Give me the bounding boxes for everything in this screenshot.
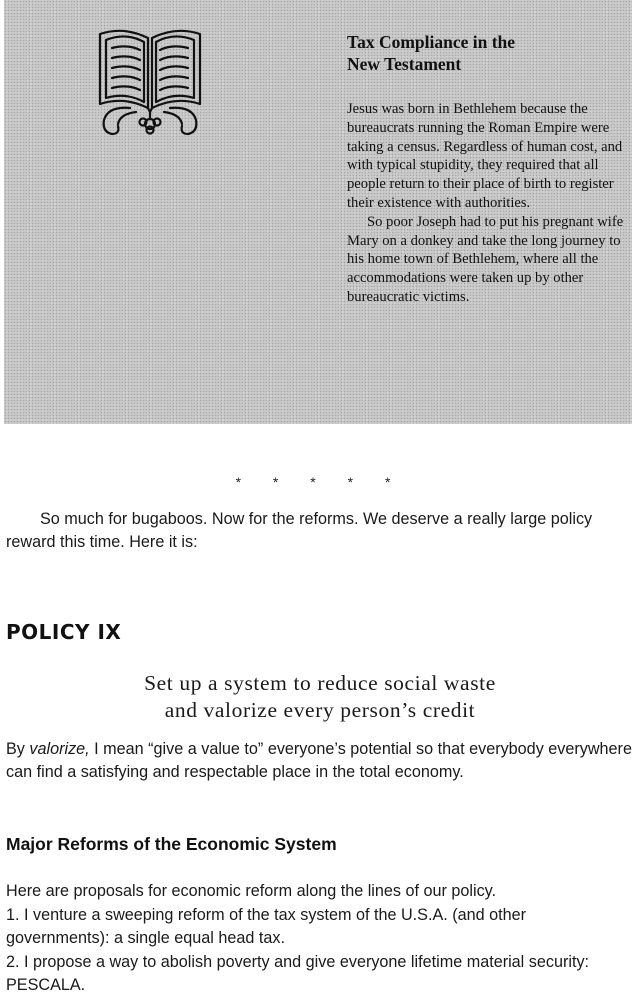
sidebar-body bbox=[347, 100, 633, 307]
intro-paragraph: So much for bugaboos. Now for the reforms. We deserve a really large policy reward this time. Here it is: bbox=[6, 510, 593, 551]
definition-rest: I mean “give a value to” everyone’s potential so that everybody everywhere can find a satisfying and respectable place in the total economy. bbox=[6, 740, 632, 781]
policy-statement-line-1: Set up a system to reduce social waste bbox=[144, 671, 496, 695]
reform-list bbox=[6, 880, 634, 998]
policy-statement-line-2: and valorize every person’s credit bbox=[164, 698, 476, 722]
sidebar-title-line-2: New Testament bbox=[347, 54, 462, 74]
sidebar-box bbox=[4, 0, 632, 424]
sidebar-paragraph-1: Jesus was born in Bethlehem because the bureaucrats running the Roman Empire were taking a census. Regardless of human cost, and with typical stupidity, they required that all people return to their place of birth to register their existence with authorities. bbox=[347, 101, 623, 211]
list-item: 1. I venture a sweeping reform of the tax system of the U.S.A. (and other governments): a single equal head tax. bbox=[6, 905, 527, 947]
section-separator: * * * * * bbox=[235, 474, 405, 490]
definition-prefix: By bbox=[6, 740, 30, 758]
sidebar-title-line-1: Tax Compliance in the bbox=[347, 32, 516, 52]
definition-paragraph bbox=[6, 738, 634, 784]
open-book-on-stand-icon bbox=[90, 24, 210, 140]
sidebar-title bbox=[347, 31, 627, 75]
policy-heading: POLICY IX bbox=[6, 620, 122, 644]
section-heading: Major Reforms of the Economic System bbox=[6, 834, 337, 854]
sidebar-paragraph-2: So poor Joseph had to put his pregnant wife Mary on a donkey and take the long journey to his home town of Bethlehem, where all the accommodations were taken up by other bureaucratic victims. bbox=[347, 213, 624, 305]
policy-statement bbox=[0, 670, 640, 724]
definition-term: valorize, bbox=[29, 740, 90, 758]
list-item: 2. I propose a way to abolish poverty and give everyone lifetime material security: PESCALA. bbox=[6, 952, 590, 994]
section-lead: Here are proposals for economic reform along the lines of our policy. bbox=[6, 882, 497, 900]
